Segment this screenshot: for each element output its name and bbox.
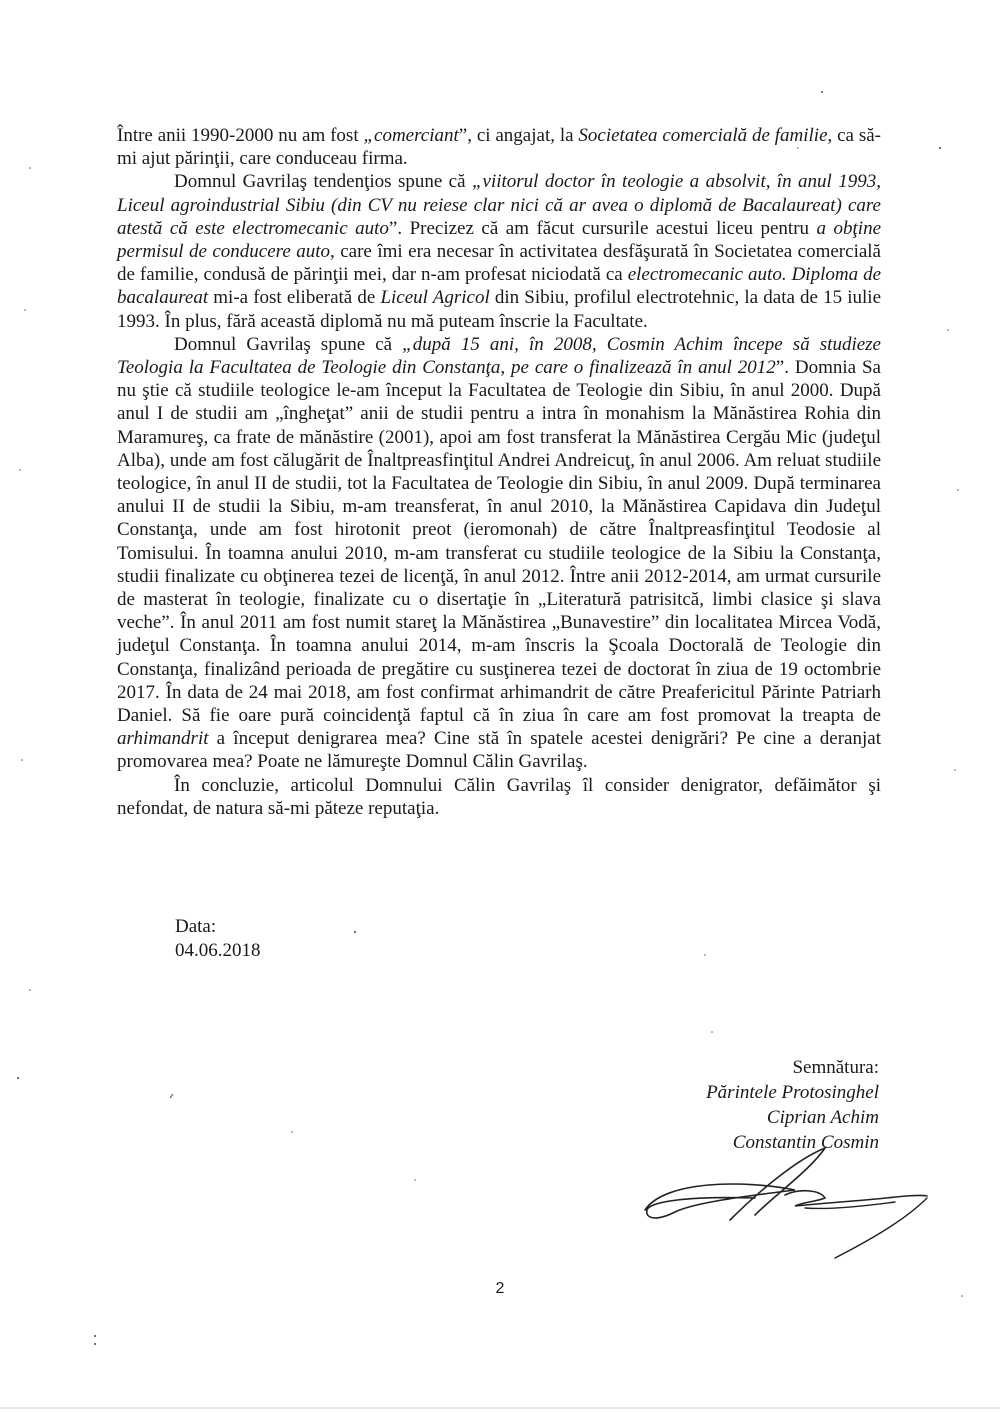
italic-run: Liceul Agricol (380, 287, 490, 309)
italic-run: „după 15 ani, în 2008, Cosmin Achim începe să studieze Teologia la Facultatea de Teologie din Constanţa, pe care o finalizează în anul 2012 (117, 333, 881, 379)
text-run: mi-a fost eliberată de (208, 287, 381, 309)
text-run: În concluzie, articolul Domnului Călin Gavrilaş îl consider denigrator, defăimător şi nefondat, de natura să-mi păteze reputaţia. (117, 774, 881, 819)
handwritten-signature (635, 1140, 935, 1265)
body-paragraph (117, 124, 881, 170)
date-value: 04.06.2018 (175, 940, 261, 961)
text-run: Domnul Gavrilaş tendenţios spune că (174, 171, 472, 193)
page-number: 2 (495, 1280, 505, 1297)
italic-run: arhimandrit (117, 728, 209, 750)
date-label: Data: (175, 916, 217, 937)
text-run: ”, ci angajat, la (458, 125, 579, 146)
italic-run: a obţine permisul de conducere auto (117, 217, 882, 263)
body-paragraph (117, 774, 881, 820)
italic-run: Societatea comercială de familie (578, 125, 828, 146)
text-run: ”. Precizez că am făcut cursurile acestui liceu pentru (388, 217, 817, 239)
signer-name-2: Constantin Cosmin (732, 1132, 879, 1153)
text-run: din Sibiu, profilul electrotehnic, la data de 15 iulie 1993. În plus, fără această diplomă nu mă puteam înscrie la Facultate. (117, 287, 882, 332)
signature-label: Semnătura: (792, 1057, 879, 1078)
signer-name-1: Ciprian Achim (766, 1107, 879, 1128)
signer-title: Părintele Protosinghel (706, 1082, 879, 1103)
text-run: , care îmi era necesar în activitatea desfăşurată în Societatea comercială de familie, condusă de părinţii mei, dar n-am profesat niciodată ca (117, 241, 881, 286)
document-body (117, 124, 881, 820)
italic-run: electromecanic auto. Diploma de bacalaureat (117, 264, 882, 309)
italic-run: „comerciant (363, 125, 459, 146)
text-run: Domnul Gavrilaş spune că (174, 333, 403, 355)
body-paragraph (117, 170, 881, 332)
text-run: Între anii 1990-2000 nu am fost (117, 125, 364, 146)
text-run: a început denigrarea mea? Cine stă în spatele acestei denigrări? Pe cine a deranjat promovarea mea? Poate ne lămureşte Domnul Călin Gavrilaş. (117, 728, 881, 773)
text-run: , ca să-mi ajut părinţii, care conduceau firma. (117, 125, 881, 170)
date-block (175, 915, 261, 963)
body-paragraph (117, 333, 881, 774)
italic-run: „viitorul doctor în teologie a absolvit, în anul 1993, Liceul agroindustrial Sibiu (din CV nu reiese clar nici că ar avea o diplomă de Bacalaureat) care atestă că este electromecanic auto (117, 171, 881, 239)
text-run: ”. Domnia Sa nu ştie că studiile teologice le-am început la Facultatea de Teologie din Sibiu, în anul 2000. După anul I de studii am „îngheţat” anii de studii pentru a intra în monahism la Mănăstirea Rohia din Maramureş, ca frate de mănăstire (2001), apoi am fost transferat la Mănăstirea Cergău Mic (judeţul Alba), unde am fost călugărit de Înaltpreasfinţitul Andrei Andreicuţ, în anul 2006. Am reluat studiile teologice, în anul II de studii, tot la Facultatea de Teologie din Sibiu, în anul 2009. După terminarea anului II de studii la Sibiu, m-am treansferat, în anul 2010, la Mănăstirea Capidava din Judeţul Constanţa, unde am fost hirotonit preot (ieromonah) de către Înaltpreasfinţitul Teodosie al Tomisului. În toamna anului 2010, m-am transferat cu studiile teologice de la Sibiu la Constanţa, studii finalizate cu obţinerea tezei de licenţă, în anul 2012. Între anii 2012-2014, am urmat cursurile de masterat în teologie, finalizate cu o disertaţie în „Literatură patrisitcă, limbi clasice şi slava veche”. În anul 2011 am fost numit stareţ la Mănăstirea „Bunavestire” din localitatea Mircea Vodă, judeţul Constanţa. În toamna anului 2014, m-am înscris la Şcoala Doctorală de Teologie din Constanţa, finalizând perioada de pregătire cu susţinerea tezei de doctorat în ziua de 19 octombrie 2017. În data de 24 mai 2018, am fost confirmat arhimandrit de către Preafericitul Părinte Patriarh Daniel. Să fie oare pură coincidenţă faptul că în ziua în care am fost promovat la treapta de (117, 357, 881, 727)
